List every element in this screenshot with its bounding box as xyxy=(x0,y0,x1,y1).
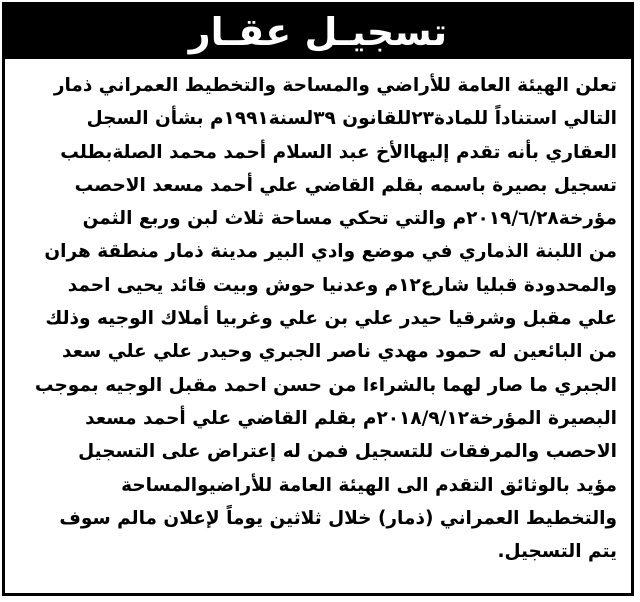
body-line: تسجيل بصيرة باسمه بقلم القاضي علي أحمد مسعد الاحصب xyxy=(74,174,617,196)
body-line: العقاري بأنه تقدم إليهاالأخ عبد السلام أحمد محمد الصلةبطلب xyxy=(60,141,617,163)
body-line: الاحصب والمرفقات للتسجيل فمن له إعتراض على التسجيل xyxy=(78,441,617,463)
body-line: الجبري ما صار لهما بالشراءا من حسن احمد مقبل الوجيه بموجب xyxy=(34,374,617,396)
body-line: من البائعين له حمود مهدي ناصر الجبري وحيدر علي علي سعد xyxy=(62,341,617,363)
body-line: مؤيد بالوثائق التقدم الى الهيئة العامة للأراضيوالمساحة xyxy=(121,474,617,496)
body-line: والتخطيط العمراني (ذمار) خلال ثلاثين يوماً لإعلان مالم سوف xyxy=(59,507,617,529)
body-line: والمحدودة قبليا شارع١٢م وعدنيا حوش وبيت قائد يحيى احمد xyxy=(67,274,617,296)
body-line: يتم التسجيل. xyxy=(497,541,617,563)
notice-body xyxy=(17,69,617,568)
body-line: البصيرة المؤرخة٢٠١٨/٩/١٢م بقلم القاضي علي أحمد مسعد xyxy=(85,407,617,429)
notice-box xyxy=(2,2,634,596)
body-line: تعلن الهيئة العامة للأراضي والمساحة والتخطيط العمراني ذمار xyxy=(53,75,617,96)
body-line: التالي استناداً للمادة٢٣للقانون ٣٩لسنة١٩٩١م بشأن السجل xyxy=(86,108,617,130)
body-line: من اللبنة الذماري في موضع وادي البير مدينة ذمار منطقة هران xyxy=(44,241,617,263)
body-line: علي مقبل وشرقيا حيدر علي بن علي وغربيا أملاك الوجيه وذلك xyxy=(45,308,617,330)
title-bar xyxy=(5,5,631,59)
notice-title: تسجيـل عقـار xyxy=(188,10,448,54)
body-line: مؤرخة٢٠١٩/٦/٢٨م والتي تحكي مساحة ثلاث لبن وربع الثمن xyxy=(82,208,617,230)
